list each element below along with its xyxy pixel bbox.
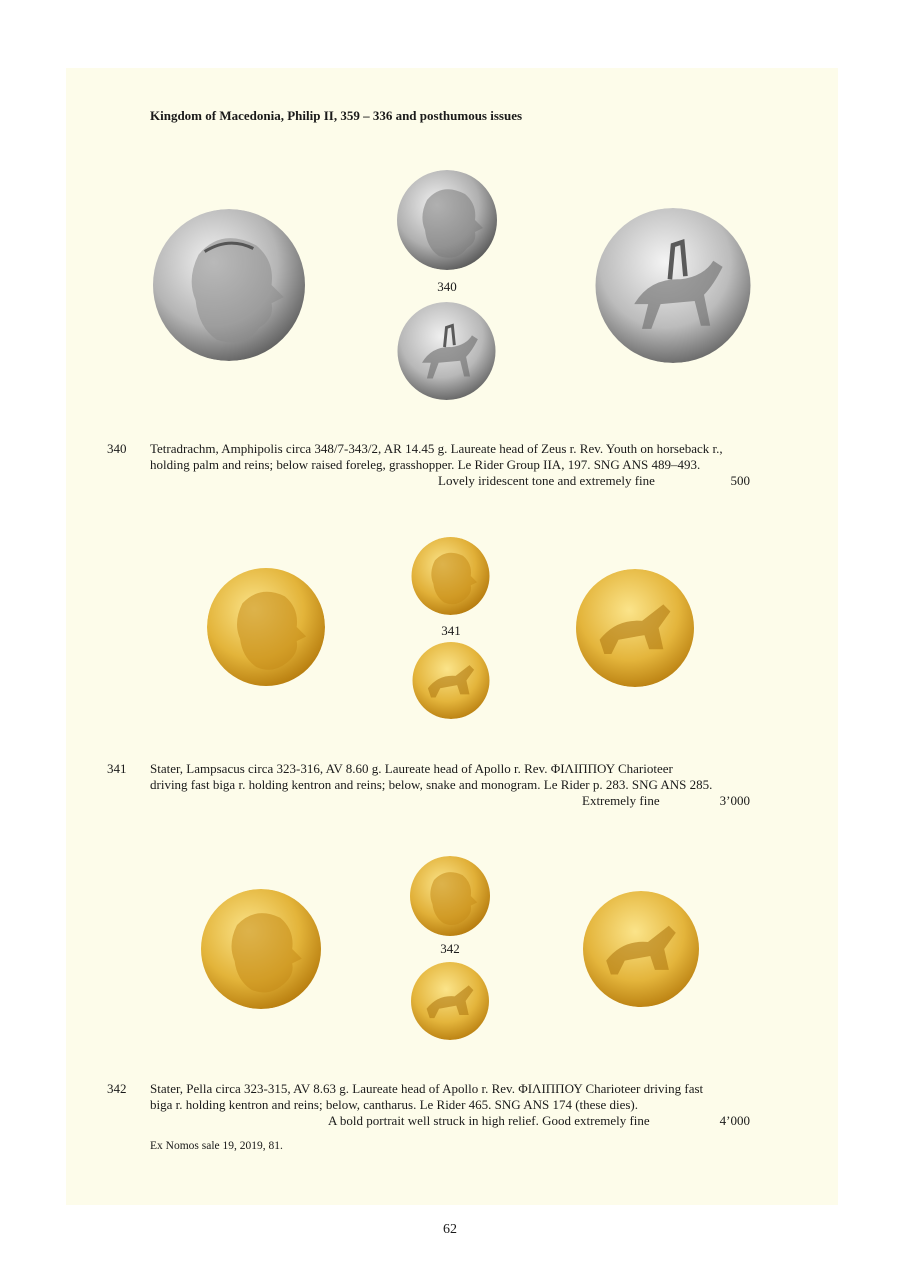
lot-341-obverse-large-image — [207, 567, 325, 687]
lot-number: 340 — [107, 441, 127, 456]
lot-description-line-1: Tetradrachm, Amphipolis circa 348/7-343/2, AR 14.45 g. Laureate head of Zeus r. Rev. Youth on horseback r., — [150, 441, 723, 456]
lot-341-obverse-small-image — [411, 537, 490, 615]
lot-description-line-2: holding palm and reins; below raised foreleg, grasshopper. Le Rider Group IIA, 197. SNG ANS 489–493. — [150, 457, 701, 472]
lot-342-obverse-small-image — [408, 856, 492, 936]
lot-341-image-label: 341 — [441, 623, 461, 638]
lot-340-reverse-large-image — [590, 208, 756, 363]
lot-description-line-2: biga r. holding kentron and reins; below, cantharus. Le Rider 465. SNG ANS 174 (these dies). — [150, 1097, 639, 1112]
lot-estimate-price: 500 — [730, 473, 750, 488]
lot-340-obverse-small-image — [395, 170, 499, 270]
lot-342-reverse-large-image — [578, 891, 704, 1007]
lot-341-reverse-small-image — [411, 642, 491, 719]
provenance-note: Ex Nomos sale 19, 2019, 81. — [150, 1140, 283, 1152]
lot-340-obverse-large-image — [150, 209, 308, 361]
lot-number: 341 — [107, 761, 127, 776]
lot-340-reverse-small-image — [390, 302, 503, 400]
lot-grade: Lovely iridescent tone and extremely fine — [438, 473, 655, 488]
lot-342-image-label: 342 — [440, 941, 460, 956]
lot-341-reverse-large-image — [575, 569, 695, 687]
lot-342-reverse-small-image — [410, 962, 490, 1040]
lot-description-line-2: driving fast biga r. holding kentron and reins; below, snake and monogram. Le Rider p. 283. SNG ANS 285. — [150, 777, 713, 792]
lot-estimate-price: 4’000 — [719, 1113, 750, 1128]
page-number: 62 — [443, 1222, 457, 1237]
lot-description-line-1: Stater, Pella circa 323-315, AV 8.63 g. Laureate head of Apollo r. Rev. ΦΙΛΙΠΠΟΥ Charioteer driving fast — [150, 1081, 704, 1096]
lot-description-line-1: Stater, Lampsacus circa 323-316, AV 8.60 g. Laureate head of Apollo r. Rev. ΦΙΛΙΠΠΟΥ Charioteer — [150, 761, 673, 776]
lot-grade: A bold portrait well struck in high relief. Good extremely fine — [328, 1113, 650, 1128]
lot-grade: Extremely fine — [582, 793, 660, 808]
lot-number: 342 — [107, 1081, 127, 1096]
lot-342-obverse-large-image — [198, 889, 324, 1009]
lot-340-image-label: 340 — [437, 279, 457, 294]
lot-estimate-price: 3’000 — [719, 793, 750, 808]
section-heading: Kingdom of Macedonia, Philip II, 359 – 336 and posthumous issues — [150, 108, 523, 123]
